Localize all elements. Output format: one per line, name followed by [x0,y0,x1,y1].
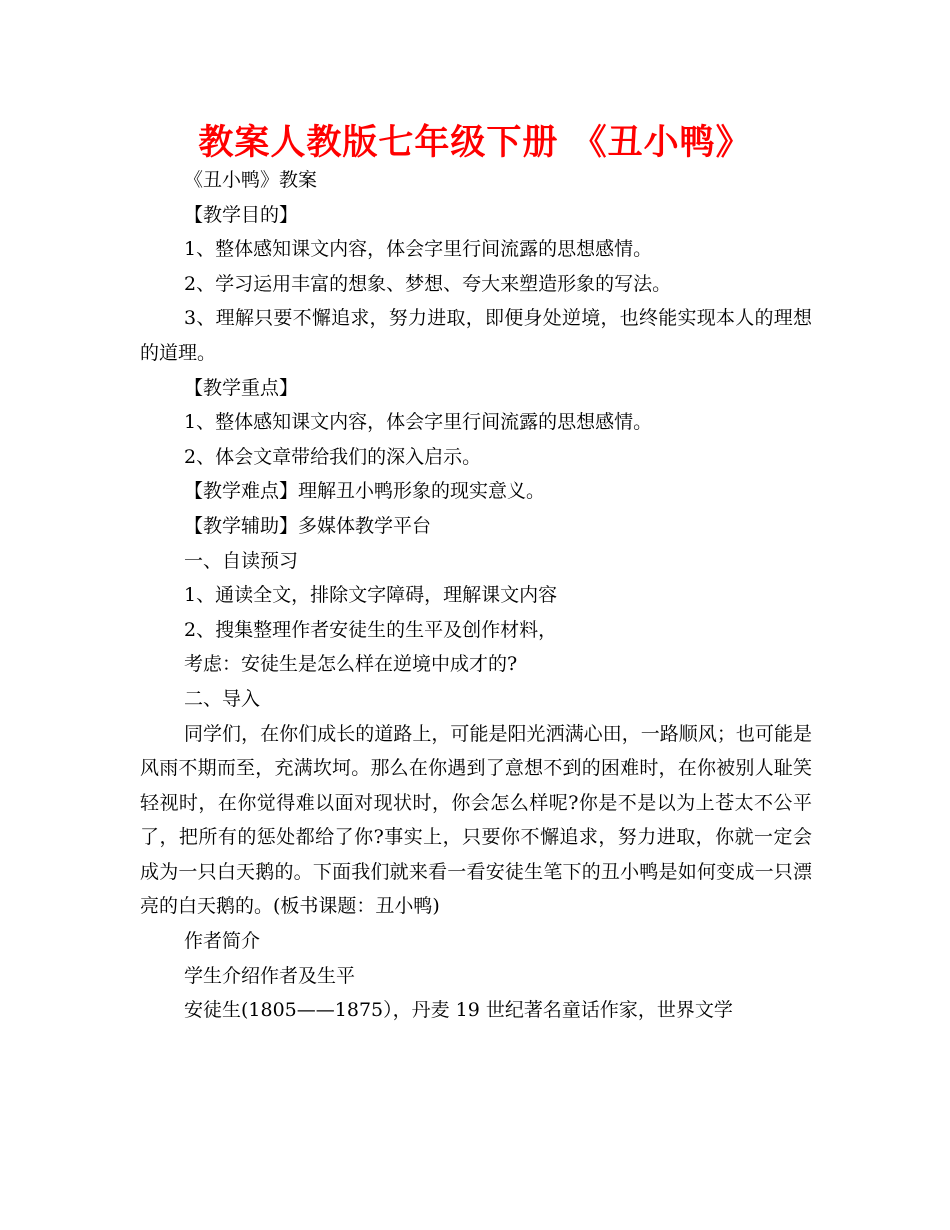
introduction-paragraph: 同学们，在你们成长的道路上，可能是阳光洒满心田，一路顺风；也可能是风雨不期而至，充满坎坷。那么在你遇到了意想不到的困难时，在你被别人耻笑轻视时，在你觉得难以面对现状时，你会怎么样呢?你是不是以为上苍太不公平了，把所有的惩处都给了你?事实上，只要你不懈追求，努力进取，你就一定会成为一只白天鹅的。下面我们就来看一看安徒生笔下的丑小鸭是如何变成一只漂亮的白天鹅的。(板书课题：丑小鸭) [140,722,812,918]
goal-item-1: 1、整体感知课文内容，体会字里行间流露的思想感情。 [184,238,653,261]
section-heading-author: 作者简介 [184,930,261,953]
section-heading-key-points: 【教学重点】 [184,376,299,399]
section-teaching-aids: 【教学辅助】多媒体教学平台 [184,514,432,537]
author-bio-paragraph: 安徒生(1805——1875），丹麦 19 世纪著名童话作家，世界文学 [184,999,733,1022]
goal-item-3: 3、理解只要不懈追求，努力进取，即便身处逆境，也终能实现本人的理想的道理。 [140,307,812,364]
section-heading-self-study: 一、自读预习 [184,549,299,572]
section-difficulty: 【教学难点】理解丑小鸭形象的现实意义。 [184,480,546,503]
self-study-item-1: 1、通读全文，排除文字障碍，理解课文内容 [184,584,558,607]
author-intro-instruction: 学生介绍作者及生平 [184,964,356,987]
self-study-item-2: 2、搜集整理作者安徒生的生平及创作材料， [184,618,558,641]
paragraph-lesson-heading: 《丑小鸭》教案 [184,169,318,191]
self-study-question: 考虑：安徒生是怎么样在逆境中成才的? [184,653,518,676]
key-point-item-1: 1、整体感知课文内容，体会字里行间流露的思想感情。 [184,411,653,434]
goal-item-2: 2、学习运用丰富的想象、梦想、夸大来塑造形象的写法。 [184,272,672,295]
key-point-item-2: 2、体会文章带给我们的深入启示。 [184,445,482,468]
document-body [140,163,812,1028]
document-title: 教案人教版七年级下册 《丑小鸭》 [198,123,752,163]
section-heading-introduction: 二、导入 [184,687,261,710]
section-heading-teaching-goals: 【教学目的】 [184,203,299,226]
